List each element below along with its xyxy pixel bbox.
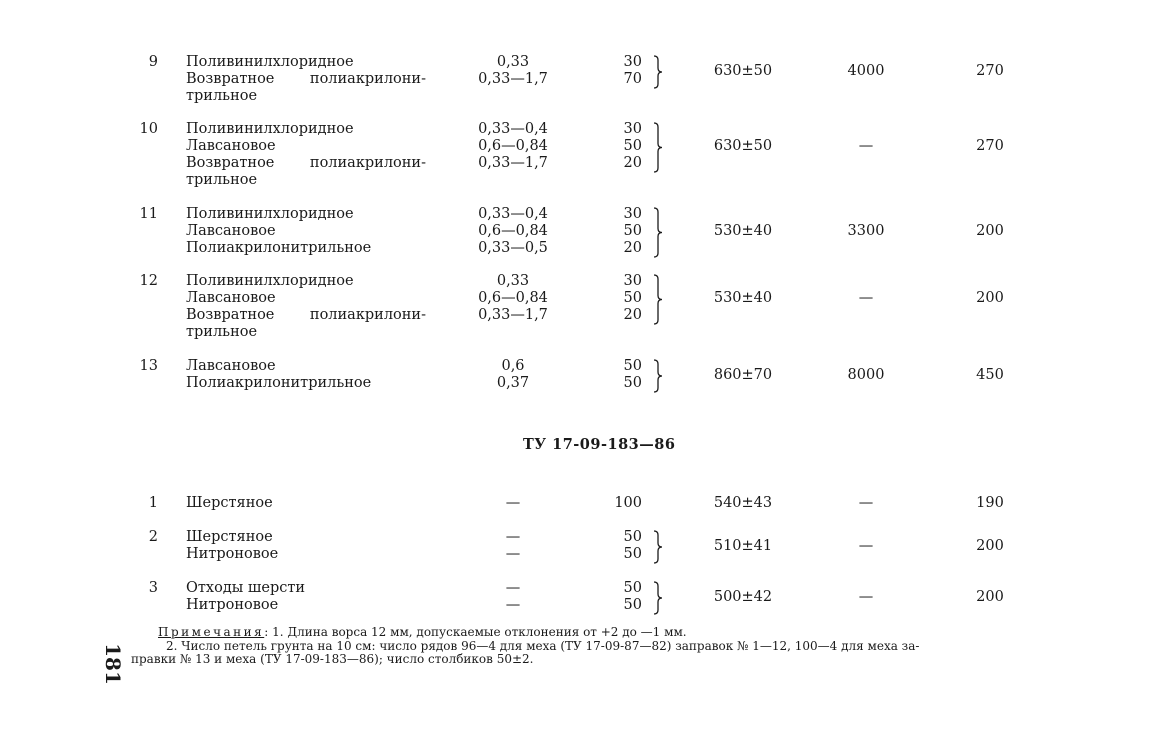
fiber-density: — [505,529,521,545]
fiber-name: трильное [186,88,258,104]
row-number: 10 [139,121,158,137]
fiber-density: — [505,597,521,613]
pile-mass: 630±50 [713,62,773,79]
fiber-name: Поливинилхлоридное [186,206,354,222]
fiber-density: 0,6—0,84 [478,223,548,239]
page-number: 181 [100,643,125,685]
strength-value: — [858,290,874,306]
strength-value: 8000 [847,366,885,383]
fiber-percent: 20 [623,155,642,171]
group-brace-path [654,56,662,88]
fiber-percent: 50 [623,375,642,391]
row-number: 2 [148,529,158,545]
fiber-percent: 50 [623,597,642,613]
notes-line-1 [158,626,687,639]
fiber-name: Отходы шерсти [186,580,306,596]
fiber-density: — [505,546,521,562]
fiber-density: — [505,580,521,596]
fiber-density: — [505,495,521,511]
group-brace [652,530,664,564]
fiber-name: Лавсановое [186,223,276,239]
fiber-word: Возвратное [186,71,275,87]
fiber-percent: 50 [623,223,642,239]
fiber-word: полиакрилони- [309,71,426,87]
row-number: 1 [148,495,158,511]
fiber-name: Полиакрилонитрильное [186,375,372,391]
fiber-percent: 50 [623,138,642,154]
pile-mass: 530±40 [713,290,773,306]
group-brace-path [654,360,662,392]
group-brace-path [654,531,662,563]
fiber-density: 0,37 [496,375,530,391]
fiber-percent: 30 [623,54,642,70]
fiber-density: 0,33—0,4 [478,121,548,137]
fiber-percent: 20 [623,307,642,323]
group-brace-path [654,208,662,257]
fiber-word: Возвратное [186,307,275,323]
group-brace [652,55,664,89]
strength-value: — [858,537,874,554]
strength-value: 4000 [847,62,885,79]
fiber-name: Поливинилхлоридное [186,121,354,137]
group-brace [652,581,664,615]
row-number: 9 [148,54,158,70]
fiber-word: полиакрилони- [309,155,426,171]
notes-line-3: правки № 13 и меха (ТУ 17-09-183—86); число столбиков 50±2. [131,652,534,666]
fiber-density: 0,33 [496,54,530,70]
fiber-percent: 50 [623,358,642,374]
fiber-percent: 30 [623,121,642,137]
fiber-name: Нитроновое [186,597,279,613]
fiber-percent: 30 [623,273,642,289]
pile-height: 270 [976,62,1004,79]
fiber-density: 0,33—1,7 [478,155,548,171]
group-brace [652,274,664,325]
notes-label: Примечания [158,625,265,639]
section-heading: ТУ 17-09-183—86 [523,436,676,453]
fiber-name: Шерстяное [186,529,273,545]
group-brace-path [654,123,662,172]
group-brace-path [654,582,662,614]
fiber-density: 0,6 [501,358,525,374]
pile-mass: 510±41 [713,537,773,554]
group-brace [652,122,664,173]
pile-height: 450 [976,366,1004,383]
fiber-percent: 50 [623,580,642,596]
fiber-name: Поливинилхлоридное [186,54,354,70]
fiber-density: 0,6—0,84 [478,290,548,306]
fiber-density: 0,33—0,5 [478,240,548,256]
group-brace [652,207,664,258]
fiber-name [186,307,426,324]
fiber-name: Лавсановое [186,358,276,374]
fiber-name [186,155,426,172]
strength-value: — [858,138,874,154]
fiber-name: Лавсановое [186,290,276,306]
fiber-percent: 30 [623,206,642,222]
strength-value: — [858,495,874,511]
pile-height: 200 [976,588,1004,605]
fiber-name [186,71,426,88]
fiber-density: 0,33—1,7 [478,307,548,323]
fiber-name: Нитроновое [186,546,279,562]
fiber-name: Поливинилхлоридное [186,273,354,289]
fiber-percent: 50 [623,529,642,545]
pile-mass: 630±50 [713,138,773,154]
pile-height: 200 [976,290,1004,306]
row-number: 11 [139,206,158,222]
pile-height: 200 [976,537,1004,554]
group-brace [652,359,664,393]
fiber-density: 0,33—0,4 [478,206,548,222]
fiber-name: Полиакрилонитрильное [186,240,372,256]
pile-height: 270 [976,138,1004,154]
pile-mass: 530±40 [713,223,773,239]
fiber-density: 0,33—1,7 [478,71,548,87]
fiber-name: Шерстяное [186,495,273,511]
row-number: 3 [148,580,158,596]
pile-mass: 860±70 [713,366,773,383]
fiber-name: трильное [186,324,258,340]
fiber-percent: 100 [614,495,642,511]
fiber-word: Возвратное [186,155,275,171]
strength-value: — [858,588,874,605]
notes-line-2: 2. Число петель грунта на 10 см: число рядов 96—4 для меха (ТУ 17-09-87—82) заправок № 1—12, 100—4 для меха за- [166,639,920,653]
pile-mass: 540±43 [713,495,773,511]
fiber-name: трильное [186,172,258,188]
pile-mass: 500±42 [713,588,773,605]
row-number: 13 [139,358,158,374]
notes-line-1-text: : 1. Длина ворса 12 мм, допускаемые отклонения от +2 до —1 мм. [264,625,687,639]
pile-height: 190 [976,495,1004,511]
fiber-percent: 50 [623,290,642,306]
pile-height: 200 [976,223,1004,239]
group-brace-path [654,275,662,324]
fiber-name: Лавсановое [186,138,276,154]
fiber-density: 0,33 [496,273,530,289]
fiber-percent: 70 [623,71,642,87]
fiber-percent: 20 [623,240,642,256]
strength-value: 3300 [847,223,885,239]
row-number: 12 [139,273,158,289]
fiber-percent: 50 [623,546,642,562]
fiber-density: 0,6—0,84 [478,138,548,154]
fiber-word: полиакрилони- [309,307,426,323]
